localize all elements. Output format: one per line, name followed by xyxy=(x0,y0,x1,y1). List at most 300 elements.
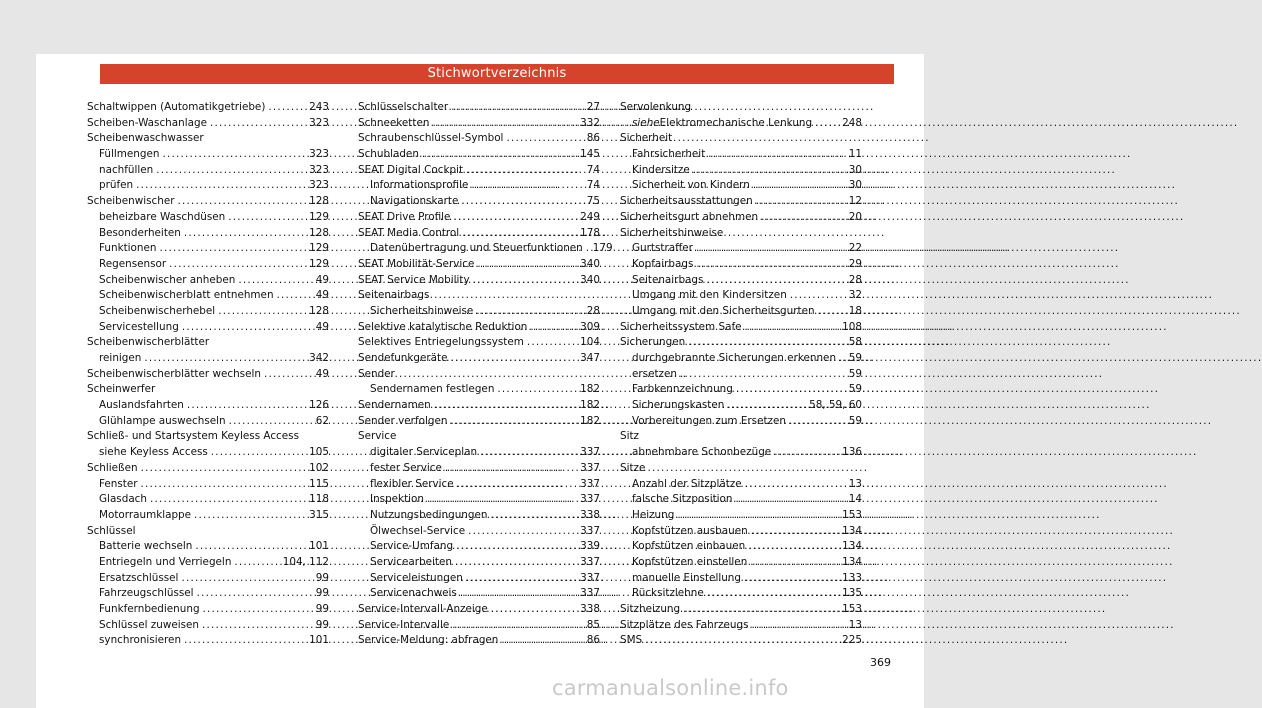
index-entry xyxy=(358,539,600,555)
index-term: Vorbereitungen zum Ersetzen xyxy=(632,414,786,427)
leader-dots xyxy=(268,100,306,116)
leader-dots xyxy=(141,477,307,493)
index-entry xyxy=(358,288,600,304)
index-entry xyxy=(87,602,329,618)
index-term: Umgang mit den Kindersitzen xyxy=(632,289,787,302)
index-entry xyxy=(620,116,862,132)
leader-dots xyxy=(680,367,846,383)
leader-dots xyxy=(457,477,578,493)
index-term: Datenübertragung und Steuerfunktionen xyxy=(370,242,583,255)
index-term: Umgang mit den Sicherheitsgurten xyxy=(632,304,815,317)
index-entry xyxy=(620,414,862,430)
index-term: Sendefunkgeräte xyxy=(358,352,448,364)
index-term: Seitenairbags xyxy=(358,289,430,302)
index-entry xyxy=(620,618,862,634)
index-term: Füllmengen xyxy=(99,148,160,161)
leader-dots xyxy=(708,147,845,163)
index-page-ref: 323 xyxy=(309,116,329,129)
index-term: ersetzen xyxy=(632,367,677,380)
index-page-ref: 136 xyxy=(842,446,862,459)
leader-dots xyxy=(195,539,306,555)
index-entry xyxy=(620,147,862,163)
index-entry xyxy=(620,586,862,602)
index-term: Servicestellung xyxy=(99,320,179,333)
index-entry xyxy=(620,524,862,540)
index-entry xyxy=(620,163,862,179)
index-entry xyxy=(358,194,600,210)
index-term: Service-Umfang xyxy=(370,540,454,553)
leader-dots xyxy=(445,461,577,477)
leader-dots xyxy=(745,320,840,336)
index-page-ref: 115 xyxy=(309,477,329,490)
index-page-ref: 338 xyxy=(580,603,600,615)
index-term: Sicherheitsgurt abnehmen xyxy=(620,210,759,223)
index-page-ref: 342 xyxy=(309,352,329,364)
index-entry xyxy=(358,178,600,194)
index-term: Kopfstützen einstellen xyxy=(632,555,748,568)
index-term: Scheibenwischer anheben xyxy=(99,273,236,286)
index-term: Scheibenwischer xyxy=(87,195,175,208)
index-entry xyxy=(87,461,329,477)
index-page-ref: 85 xyxy=(586,618,600,631)
index-entry xyxy=(358,335,600,351)
leader-dots xyxy=(466,571,577,587)
leader-dots xyxy=(839,351,846,367)
index-entry xyxy=(620,226,862,242)
leader-dots xyxy=(774,445,839,461)
index-page-ref: 182 xyxy=(580,399,600,412)
leader-dots xyxy=(696,257,845,273)
index-page-ref: 62 xyxy=(315,414,329,427)
index-term: nachfüllen xyxy=(99,163,154,176)
index-term: Sicherheit von Kindern xyxy=(632,179,750,192)
index-entry xyxy=(358,429,600,445)
index-page-ref: 49 xyxy=(315,289,329,302)
leader-dots xyxy=(466,163,584,179)
leader-dots xyxy=(707,586,839,602)
leader-dots xyxy=(497,382,577,398)
index-page-ref: 75 xyxy=(586,195,600,208)
index-entry xyxy=(87,100,329,116)
index-term: Schraubenschlüssel-Symbol xyxy=(358,132,504,145)
index-term: Navigationskarte xyxy=(370,195,459,208)
index-entry xyxy=(87,351,329,367)
index-entry xyxy=(87,633,329,649)
leader-dots xyxy=(234,555,279,571)
index-term: Fahrsicherheit xyxy=(632,148,706,161)
leader-dots xyxy=(451,351,578,367)
index-entry xyxy=(87,320,329,336)
index-page-ref: 133 xyxy=(842,571,862,584)
leader-dots xyxy=(815,116,839,132)
index-entry xyxy=(620,571,862,587)
index-term: Besonderheiten xyxy=(99,226,181,239)
index-page-ref: 248 xyxy=(842,116,862,129)
index-entry xyxy=(87,477,329,493)
index-page-ref: 118 xyxy=(309,493,329,506)
index-page-ref: 101 xyxy=(309,634,329,647)
index-term: Schlüsselschalter xyxy=(358,101,449,113)
index-page-ref: 104 xyxy=(580,336,600,349)
index-entry xyxy=(620,429,862,445)
index-term: Glühlampe auswechseln xyxy=(99,414,226,427)
leader-dots xyxy=(468,524,577,540)
index-term: Servicearbeiten xyxy=(370,555,452,568)
index-entry xyxy=(620,241,862,257)
leader-dots xyxy=(491,602,577,618)
index-page-ref: 338 xyxy=(580,508,600,521)
index-page-ref: 30 xyxy=(848,163,862,176)
index-page-ref: 323 xyxy=(309,179,329,192)
index-page-ref: 178 xyxy=(580,226,600,239)
leader-dots xyxy=(144,351,306,367)
index-entry xyxy=(620,288,862,304)
index-page-ref: 134 xyxy=(842,540,862,553)
index-entry xyxy=(358,210,600,226)
index-term: durchgebrannte Sicherungen erkennen xyxy=(632,352,837,364)
leader-dots xyxy=(462,226,577,242)
leader-dots xyxy=(453,210,577,226)
index-page-ref: 337 xyxy=(580,461,600,474)
index-term: Kopfairbags xyxy=(632,257,694,270)
index-entry xyxy=(620,335,862,351)
leader-dots xyxy=(645,633,839,649)
index-term: SEAT Media Control xyxy=(358,226,460,239)
leader-dots xyxy=(477,257,577,273)
index-page-ref: 74 xyxy=(586,163,600,176)
index-entry xyxy=(358,618,600,634)
index-page-ref: 99 xyxy=(315,618,329,631)
index-entry xyxy=(358,367,600,383)
index-column-2 xyxy=(358,100,613,649)
index-page-ref: 99 xyxy=(315,603,329,615)
index-term: Kopfstützen einbauen xyxy=(632,540,746,553)
index-entry xyxy=(87,210,329,226)
index-term: Gurtstraffer xyxy=(632,242,693,255)
index-page-ref: 128 xyxy=(309,226,329,239)
index-entry xyxy=(620,555,862,571)
leader-dots xyxy=(789,414,846,430)
leader-dots xyxy=(264,367,313,383)
index-page-ref: 225 xyxy=(842,634,862,647)
index-term: Heizung xyxy=(632,508,675,521)
leader-dots xyxy=(228,210,306,226)
index-page-ref: 340 xyxy=(580,273,600,286)
index-entry xyxy=(87,273,329,289)
leader-dots xyxy=(753,178,846,194)
leader-dots xyxy=(461,194,583,210)
index-entry xyxy=(87,586,329,602)
index-entry xyxy=(358,602,600,618)
index-term: Selektives Entriegelungssystem xyxy=(358,336,524,349)
index-page-ref: 153 xyxy=(842,603,862,615)
leader-dots xyxy=(677,508,839,524)
index-term: Sitzplätze des Fahrzeugs xyxy=(620,618,749,631)
index-entry xyxy=(358,147,600,163)
index-term: Scheibenwaschwasser xyxy=(87,132,204,145)
index-entry xyxy=(358,586,600,602)
index-entry xyxy=(620,382,862,398)
leader-dots xyxy=(736,492,846,508)
index-entry xyxy=(358,131,600,147)
index-page-ref: 30 xyxy=(848,179,862,192)
index-page-ref: 20 xyxy=(848,210,862,223)
index-term: Servicenachweis xyxy=(370,587,457,600)
index-page-ref: 337 xyxy=(580,571,600,584)
index-page-ref: 86 xyxy=(586,634,600,647)
index-page-ref: 323 xyxy=(309,148,329,161)
index-page-ref: 49 xyxy=(315,320,329,333)
index-entry xyxy=(87,194,329,210)
index-term: Schubladen xyxy=(358,148,419,161)
index-entry xyxy=(358,273,600,289)
index-page-ref: 13 xyxy=(848,618,862,631)
index-entry xyxy=(358,382,600,398)
leader-dots xyxy=(169,257,306,273)
index-entry xyxy=(358,477,600,493)
index-term: Servolenkung xyxy=(620,101,692,113)
page-number: 369 xyxy=(870,656,891,669)
index-page-ref: 99 xyxy=(315,587,329,600)
leader-dots xyxy=(748,539,839,555)
index-entry xyxy=(358,257,600,273)
index-term: Auslandsfahrten xyxy=(99,399,184,412)
leader-dots xyxy=(818,304,846,320)
index-entry xyxy=(87,398,329,414)
index-entry xyxy=(358,100,600,116)
index-term: abnehmbare Schonbezüge xyxy=(632,446,772,459)
index-page-ref: 134 xyxy=(842,524,862,537)
index-entry xyxy=(87,382,329,398)
index-entry xyxy=(620,273,862,289)
index-term: Service-Meldung: abfragen xyxy=(358,634,499,647)
index-entry xyxy=(358,508,600,524)
index-term: Schlüssel zuweisen xyxy=(99,618,199,631)
index-term: SEAT Service Mobility xyxy=(358,273,470,286)
leader-dots xyxy=(450,414,577,430)
index-term: siehe xyxy=(632,116,660,129)
leader-dots xyxy=(238,273,312,289)
index-term: Ersatzschlüssel xyxy=(99,571,179,584)
index-entry xyxy=(87,445,329,461)
index-page-ref: 126 xyxy=(309,399,329,412)
index-page-ref: 182 xyxy=(580,414,600,427)
leader-dots xyxy=(693,163,846,179)
index-page-ref: 249 xyxy=(580,210,600,223)
leader-dots xyxy=(156,163,306,179)
index-term: siehe Keyless Access xyxy=(99,446,208,459)
index-term: Sitzheizung xyxy=(620,603,681,615)
index-term: Glasdach xyxy=(99,493,147,506)
index-page-ref: 58, 59, 60 xyxy=(809,399,862,412)
index-term: Schlüssel xyxy=(87,524,136,537)
index-term: Service-Intervalle xyxy=(358,618,450,631)
index-term: Fenster xyxy=(99,477,138,490)
index-entry xyxy=(620,320,862,336)
index-page-ref: 337 xyxy=(580,555,600,568)
leader-dots xyxy=(229,414,313,430)
index-entry xyxy=(87,241,329,257)
index-page-ref: 49 xyxy=(315,367,329,380)
index-entry xyxy=(620,445,862,461)
index-term: prüfen xyxy=(99,179,134,192)
index-term: Scheibenwischerblätter wechseln xyxy=(87,367,261,380)
index-term: Kindersitze xyxy=(632,163,690,176)
index-entry xyxy=(87,555,329,571)
index-entry xyxy=(620,178,862,194)
leader-dots xyxy=(790,288,846,304)
index-entry xyxy=(358,116,600,132)
index-page-ref: 243 xyxy=(309,101,329,113)
index-page-ref: 128 xyxy=(309,304,329,317)
index-page-ref: 309 xyxy=(580,320,600,333)
index-term: Batterie wechseln xyxy=(99,540,193,553)
index-entry xyxy=(87,414,329,430)
index-term: Sicherheit xyxy=(620,132,673,145)
index-term: Sicherungskasten xyxy=(632,399,725,412)
index-page-ref: 104, 112 xyxy=(282,555,329,568)
leader-dots xyxy=(427,492,577,508)
index-term: Farbkennzeichnung xyxy=(632,383,733,396)
index-page-ref: 28 xyxy=(848,273,862,286)
index-entry xyxy=(620,477,862,493)
index-term: Kopfstützen ausbauen xyxy=(632,524,748,537)
index-entry xyxy=(87,116,329,132)
index-term: Regensensor xyxy=(99,257,167,270)
index-column-1 xyxy=(87,100,329,649)
index-entry xyxy=(620,539,862,555)
index-page-ref: 337 xyxy=(580,446,600,459)
index-page-ref: 129 xyxy=(309,242,329,255)
index-term: Service-Intervall-Anzeige xyxy=(358,603,488,615)
leader-dots xyxy=(751,524,839,540)
leader-dots xyxy=(501,633,583,649)
index-page-ref: 315 xyxy=(309,508,329,521)
index-term: Sicherheitshinweise xyxy=(370,304,474,317)
index-term: fester Service xyxy=(370,461,442,474)
index-term: Sender xyxy=(358,367,395,380)
leader-dots xyxy=(473,273,578,289)
leader-dots xyxy=(471,178,583,194)
index-entry xyxy=(620,492,862,508)
index-term: Rücksitzlehne xyxy=(632,587,704,600)
index-entry xyxy=(620,367,862,383)
index-page-ref: 99 xyxy=(315,571,329,584)
index-term: Nutzungsbedingungen xyxy=(370,508,488,521)
leader-dots xyxy=(751,618,845,634)
index-page-ref: 59 xyxy=(848,383,862,396)
index-page-ref: 135 xyxy=(842,587,862,600)
index-page-ref: 337 xyxy=(580,587,600,600)
index-page-ref: 58 xyxy=(848,336,862,349)
index-term: Motorraumklappe xyxy=(99,508,192,521)
leader-dots xyxy=(744,571,839,587)
index-term: SEAT Digital Cockpit xyxy=(358,163,464,176)
leader-dots xyxy=(211,445,306,461)
index-entry xyxy=(87,257,329,273)
index-term: Inspektion xyxy=(370,493,424,506)
index-entry xyxy=(620,100,862,116)
index-term: SEAT Mobilität-Service xyxy=(358,257,475,270)
index-page xyxy=(36,54,924,708)
index-page-ref: 105 xyxy=(309,446,329,459)
index-entry xyxy=(620,210,862,226)
leader-dots xyxy=(745,477,846,493)
index-page-ref: 337 xyxy=(580,477,600,490)
leader-dots xyxy=(683,602,839,618)
leader-dots xyxy=(178,194,307,210)
index-entry xyxy=(87,163,329,179)
index-term: beheizbare Waschdüsen xyxy=(99,210,226,223)
index-page-ref: 102 xyxy=(309,461,329,474)
index-term: Ölwechsel-Service xyxy=(370,524,466,537)
index-page-ref: 86 xyxy=(586,132,600,145)
leader-dots xyxy=(194,508,306,524)
index-page-ref: 59 xyxy=(848,352,862,364)
index-term: Scheibenwischerblatt entnehmen xyxy=(99,289,274,302)
leader-dots xyxy=(434,398,577,414)
index-term: synchronisieren xyxy=(99,634,182,647)
leader-dots xyxy=(181,571,312,587)
leader-dots xyxy=(162,147,306,163)
index-entry xyxy=(620,194,862,210)
index-page-ref: 134 xyxy=(842,555,862,568)
index-page-ref: 129 xyxy=(309,210,329,223)
leader-dots xyxy=(210,116,306,132)
index-entry xyxy=(620,257,862,273)
index-page-ref: 27 xyxy=(586,101,600,113)
leader-dots xyxy=(761,210,846,226)
index-entry xyxy=(620,508,862,524)
index-term: Sender verfolgen xyxy=(358,414,448,427)
index-page-ref: 28 xyxy=(586,304,600,317)
leader-dots xyxy=(527,335,577,351)
index-term: Sitz xyxy=(620,430,640,443)
index-term: Seitenairbags xyxy=(632,273,704,286)
index-column-3 xyxy=(620,100,862,649)
index-term: Sicherheitshinweise xyxy=(620,226,724,239)
index-entry xyxy=(87,618,329,634)
index-term: manuelle Einstellung xyxy=(632,571,741,584)
index-page-ref: 129 xyxy=(309,257,329,270)
leader-dots xyxy=(182,320,313,336)
index-page-ref: 11 xyxy=(848,148,862,161)
index-term: Sendernamen xyxy=(358,399,431,412)
index-page-ref: 332 xyxy=(580,116,600,129)
index-entry xyxy=(87,178,329,194)
index-term: digitaler Serviceplan xyxy=(370,446,478,459)
index-entry xyxy=(87,492,329,508)
leader-dots xyxy=(184,226,306,242)
section-title: Stichwortverzeichnis xyxy=(100,64,894,84)
index-entry xyxy=(358,304,600,320)
index-term: reinigen xyxy=(99,352,142,364)
index-term: SMS xyxy=(620,634,643,647)
index-page-ref: 337 xyxy=(580,493,600,506)
index-page-ref: 128 xyxy=(309,195,329,208)
leader-dots xyxy=(184,633,306,649)
index-entry xyxy=(87,367,329,383)
index-term: Service xyxy=(358,430,397,443)
leader-dots xyxy=(197,586,313,602)
index-term: flexibler Service xyxy=(370,477,454,490)
index-entry xyxy=(620,633,862,649)
index-page-ref: 323 xyxy=(309,163,329,176)
index-term: Sitze xyxy=(620,461,646,474)
index-entry xyxy=(358,414,600,430)
leader-dots xyxy=(451,100,584,116)
leader-dots xyxy=(203,602,313,618)
